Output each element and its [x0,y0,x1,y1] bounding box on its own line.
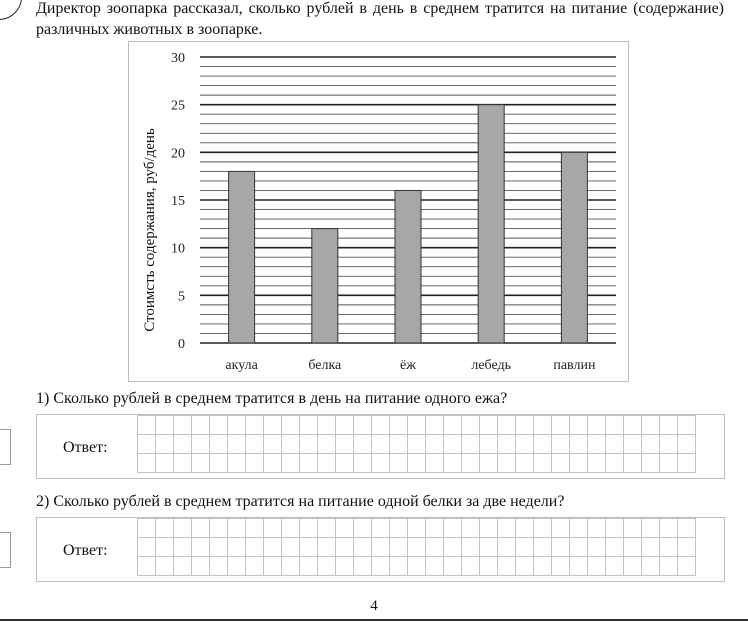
answer-cell[interactable] [354,538,372,557]
answer-cell[interactable] [408,557,426,576]
answer-cell[interactable] [624,557,642,576]
task-number-circle [0,0,22,20]
y-axis-label: Стоимсть содержания, руб/день [142,128,158,332]
answer-cell[interactable] [588,435,606,454]
answer-label-2: Ответ: [63,542,108,559]
answer-cell[interactable] [426,454,444,473]
answer-cell[interactable] [390,557,408,576]
answer-cell[interactable] [624,454,642,473]
answer-cell[interactable] [174,557,192,576]
answer-cell[interactable] [534,435,552,454]
answer-cell[interactable] [246,519,264,538]
answer-cell[interactable] [570,454,588,473]
answer-cell[interactable] [534,416,552,435]
answer-cell[interactable] [588,416,606,435]
answer-cell[interactable] [660,538,678,557]
answer-cell[interactable] [462,435,480,454]
answer-cell[interactable] [480,435,498,454]
answer-cell[interactable] [174,454,192,473]
answer-cell[interactable] [138,416,156,435]
answer-cell[interactable] [480,519,498,538]
answer-cell[interactable] [624,416,642,435]
answer-cell[interactable] [426,538,444,557]
answer-cell[interactable] [552,538,570,557]
question-2: 2) Сколько рублей в среднем тратится на питание одной белки за две недели? [36,493,565,510]
answer-cell[interactable] [408,435,426,454]
answer-cell[interactable] [192,435,210,454]
x-category-label: лебедь [471,358,512,373]
answer-cell[interactable] [534,519,552,538]
answer-cell[interactable] [408,538,426,557]
answer-cell[interactable] [390,538,408,557]
answer-cell[interactable] [138,454,156,473]
answer-cell[interactable] [660,557,678,576]
answer-cell[interactable] [642,557,660,576]
answer-cell[interactable] [444,416,462,435]
answer-cell[interactable] [588,454,606,473]
answer-cell[interactable] [480,454,498,473]
answer-cell[interactable] [282,416,300,435]
answer-cell[interactable] [552,416,570,435]
answer-cell[interactable] [444,519,462,538]
bar-chart [128,41,629,382]
answer-cell[interactable] [480,557,498,576]
answer-cell[interactable] [138,557,156,576]
answer-cell[interactable] [246,435,264,454]
answer-cell[interactable] [264,538,282,557]
answer-cell[interactable] [642,519,660,538]
answer-cell[interactable] [678,519,696,538]
answer-cell[interactable] [462,416,480,435]
answer-cell[interactable] [282,538,300,557]
answer-cell[interactable] [426,519,444,538]
answer-cell[interactable] [246,416,264,435]
answer-cell[interactable] [408,519,426,538]
answer-cell[interactable] [462,557,480,576]
answer-cell[interactable] [336,519,354,538]
answer-cell[interactable] [444,435,462,454]
answer-cell[interactable] [624,435,642,454]
answer-cell[interactable] [318,416,336,435]
answer-cell[interactable] [552,557,570,576]
answer-cell[interactable] [498,557,516,576]
answer-cell[interactable] [354,454,372,473]
answer-box-2 [36,517,725,582]
answer-cell[interactable] [588,538,606,557]
answer-cell[interactable] [642,454,660,473]
answer-cell[interactable] [516,435,534,454]
answer-cell[interactable] [282,519,300,538]
answer-cell[interactable] [678,435,696,454]
answer-cell[interactable] [660,435,678,454]
answer-grid-2[interactable] [137,518,696,576]
answer-cell[interactable] [228,454,246,473]
answer-cell[interactable] [300,538,318,557]
answer-cell[interactable] [318,435,336,454]
x-category-label: павлин [553,358,596,373]
answer-cell[interactable] [354,416,372,435]
answer-cell[interactable] [246,454,264,473]
answer-cell[interactable] [498,435,516,454]
answer-cell[interactable] [678,416,696,435]
page-bottom-rule [0,619,748,621]
answer-cell[interactable] [444,557,462,576]
bar [229,171,255,343]
answer-cell[interactable] [660,416,678,435]
answer-cell[interactable] [570,435,588,454]
answer-cell[interactable] [300,519,318,538]
answer-cell[interactable] [336,435,354,454]
x-category-label: ёж [400,358,416,373]
answer-box-1 [36,414,725,479]
answer-cell[interactable] [372,557,390,576]
answer-cell[interactable] [210,454,228,473]
answer-cell[interactable] [660,454,678,473]
answer-cell[interactable] [156,557,174,576]
y-tick-label: 5 [178,289,185,305]
answer-cell[interactable] [642,435,660,454]
answer-cell[interactable] [318,557,336,576]
answer-cell[interactable] [534,538,552,557]
answer-cell[interactable] [588,519,606,538]
answer-cell[interactable] [192,454,210,473]
answer-cell[interactable] [318,454,336,473]
answer-cell[interactable] [426,435,444,454]
answer-cell[interactable] [678,454,696,473]
answer-cell[interactable] [516,557,534,576]
y-tick-label: 25 [171,98,185,114]
answer-cell[interactable] [462,538,480,557]
answer-cell[interactable] [336,538,354,557]
answer-cell[interactable] [228,435,246,454]
answer-cell[interactable] [534,454,552,473]
answer-cell[interactable] [678,538,696,557]
answer-cell[interactable] [426,557,444,576]
answer-cell[interactable] [678,557,696,576]
answer-cell[interactable] [192,538,210,557]
answer-cell[interactable] [498,538,516,557]
answer-cell[interactable] [300,435,318,454]
answer-cell[interactable] [264,557,282,576]
answer-cell[interactable] [228,519,246,538]
answer-cell[interactable] [282,454,300,473]
answer-grid-1[interactable] [137,415,696,473]
answer-cell[interactable] [390,519,408,538]
answer-cell[interactable] [336,557,354,576]
answer-cell[interactable] [570,519,588,538]
answer-cell[interactable] [156,454,174,473]
answer-cell[interactable] [246,538,264,557]
answer-cell[interactable] [156,435,174,454]
answer-cell[interactable] [174,435,192,454]
answer-cell[interactable] [156,519,174,538]
answer-cell[interactable] [642,416,660,435]
score-box-1 [0,429,11,465]
answer-cell[interactable] [282,435,300,454]
answer-cell[interactable] [138,435,156,454]
answer-cell[interactable] [354,519,372,538]
answer-cell[interactable] [156,416,174,435]
answer-cell[interactable] [192,557,210,576]
answer-cell[interactable] [300,557,318,576]
answer-cell[interactable] [570,538,588,557]
answer-cell[interactable] [372,435,390,454]
answer-cell[interactable] [660,519,678,538]
answer-cell[interactable] [354,435,372,454]
answer-cell[interactable] [480,538,498,557]
answer-cell[interactable] [300,454,318,473]
y-tick-label: 10 [171,241,185,257]
answer-cell[interactable] [408,454,426,473]
answer-cell[interactable] [264,435,282,454]
answer-cell[interactable] [444,538,462,557]
answer-cell[interactable] [282,557,300,576]
answer-cell[interactable] [498,454,516,473]
answer-cell[interactable] [480,416,498,435]
answer-cell[interactable] [516,416,534,435]
answer-cell[interactable] [192,519,210,538]
answer-cell[interactable] [192,416,210,435]
answer-cell[interactable] [228,557,246,576]
answer-cell[interactable] [156,538,174,557]
answer-cell[interactable] [318,519,336,538]
answer-cell[interactable] [606,435,624,454]
answer-cell[interactable] [174,519,192,538]
answer-cell[interactable] [138,519,156,538]
answer-cell[interactable] [210,557,228,576]
answer-cell[interactable] [426,416,444,435]
answer-cell[interactable] [372,416,390,435]
answer-cell[interactable] [516,454,534,473]
answer-cell[interactable] [516,519,534,538]
answer-cell[interactable] [390,416,408,435]
answer-cell[interactable] [570,416,588,435]
answer-cell[interactable] [300,416,318,435]
answer-cell[interactable] [210,519,228,538]
answer-cell[interactable] [552,435,570,454]
answer-cell[interactable] [552,454,570,473]
answer-cell[interactable] [264,416,282,435]
answer-cell[interactable] [264,454,282,473]
answer-cell[interactable] [228,416,246,435]
problem-statement: Директор зоопарка рассказал, сколько рублей в день в среднем тратится на питание (содержание) различных животных в зоопарке. [36,0,724,38]
answer-cell[interactable] [336,454,354,473]
bar [478,105,504,343]
answer-cell[interactable] [354,557,372,576]
answer-cell[interactable] [372,519,390,538]
answer-cell[interactable] [624,519,642,538]
answer-cell[interactable] [264,519,282,538]
answer-cell[interactable] [570,557,588,576]
answer-cell[interactable] [210,538,228,557]
question-1: 1) Сколько рублей в среднем тратится в день на питание одного ежа? [36,390,508,407]
answer-cell[interactable] [390,435,408,454]
answer-cell[interactable] [642,538,660,557]
answer-cell[interactable] [390,454,408,473]
bar [395,190,421,343]
answer-cell[interactable] [336,416,354,435]
y-tick-label: 30 [171,51,185,66]
answer-cell[interactable] [138,538,156,557]
answer-cell[interactable] [588,557,606,576]
x-category-label: белка [308,358,342,373]
answer-cell[interactable] [606,454,624,473]
answer-cell[interactable] [372,454,390,473]
answer-cell[interactable] [444,454,462,473]
answer-cell[interactable] [624,538,642,557]
page-number: 4 [370,598,378,614]
answer-cell[interactable] [372,538,390,557]
answer-cell[interactable] [408,416,426,435]
answer-cell[interactable] [174,416,192,435]
answer-cell[interactable] [498,416,516,435]
answer-label-1: Ответ: [63,439,108,456]
y-tick-label: 20 [171,146,185,162]
answer-cell[interactable] [318,538,336,557]
answer-cell[interactable] [606,538,624,557]
answer-cell[interactable] [462,519,480,538]
answer-cell[interactable] [534,557,552,576]
answer-cell[interactable] [606,519,624,538]
answer-cell[interactable] [498,519,516,538]
bar [312,229,338,343]
answer-cell[interactable] [228,538,246,557]
y-tick-label: 0 [178,337,185,352]
bar [561,152,587,343]
answer-cell[interactable] [246,557,264,576]
answer-cell[interactable] [210,435,228,454]
x-category-label: акула [225,358,258,373]
answer-cell[interactable] [462,454,480,473]
answer-cell[interactable] [516,538,534,557]
answer-cell[interactable] [606,557,624,576]
answer-cell[interactable] [174,538,192,557]
answer-cell[interactable] [606,416,624,435]
score-box-2 [0,532,11,568]
answer-cell[interactable] [552,519,570,538]
answer-cell[interactable] [210,416,228,435]
y-tick-label: 15 [171,194,185,209]
